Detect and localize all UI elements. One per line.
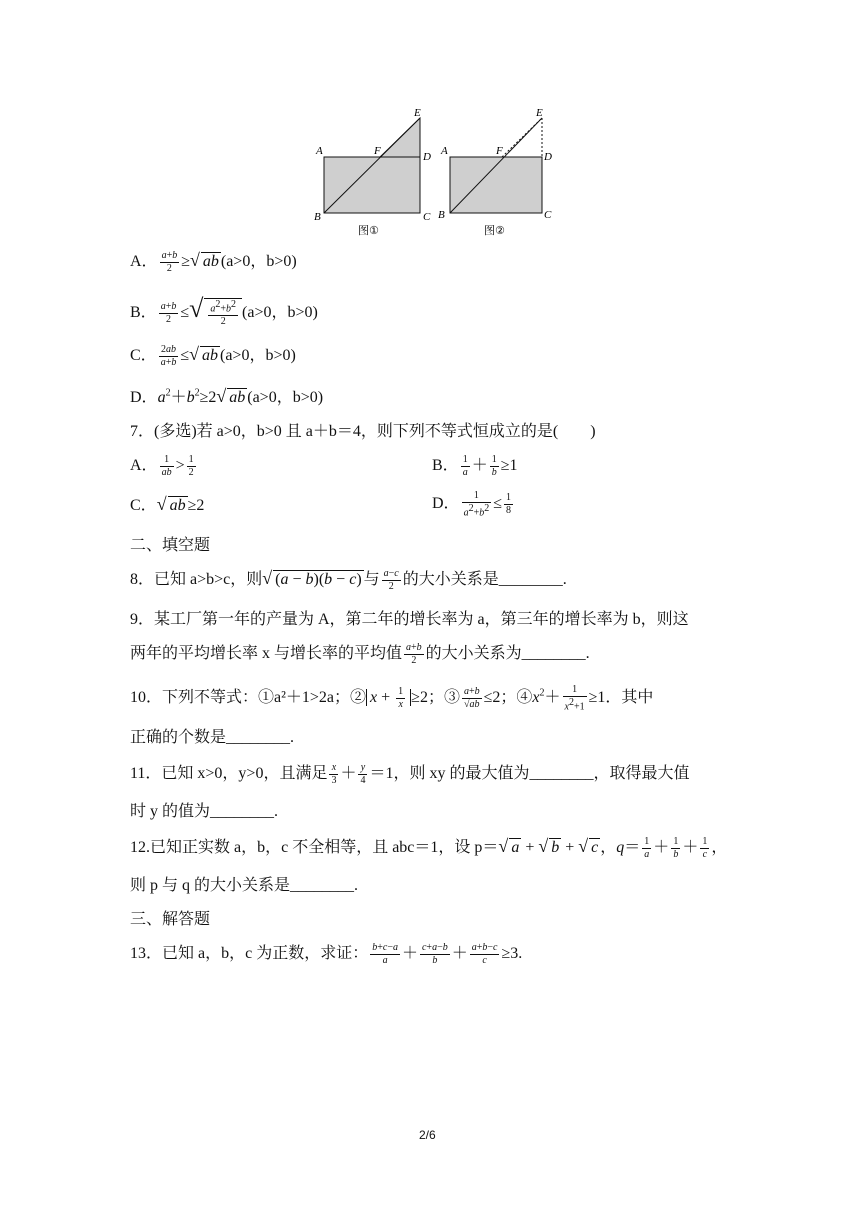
q6-option-d: D．$a^2+b^2\ge 2√$ ab (a>0，b>0) xyxy=(130,386,324,406)
option-label: D． xyxy=(130,389,158,406)
fig2-label-B: B xyxy=(438,209,445,221)
option-label: C． xyxy=(130,347,157,364)
fig1-label-A: A xyxy=(316,145,323,157)
condition: (a>0，b>0) xyxy=(242,304,318,321)
q10-line1: 10．下列不等式：①a²＋1>2a；② x + $\frac{1}{x}$ ≥2；③ $\frac{a+b}{√ab}$ ≤2；$④x^2+$ $\frac{1}{x^2+1}$ ≥1．其中 xyxy=(130,684,654,712)
option-label: B． xyxy=(432,457,459,474)
option-label: A． xyxy=(130,253,158,270)
section-heading-fill-in: 二、填空题 xyxy=(130,535,211,554)
q8-text-mid: 与 xyxy=(363,571,380,588)
q7-stem: 7．(多选)若 a>0，b>0 且 a＋b＝4，则下列不等式恒成立的是( ) xyxy=(130,423,596,440)
q6-option-a: A． $\frac{a+b}{2}$ ≥√ ab (a>0，b>0) xyxy=(130,250,297,274)
fig1-label-C: C xyxy=(423,211,431,223)
fig2-label-C: C xyxy=(544,209,552,221)
fig1-label-B: B xyxy=(314,211,321,223)
q10-line2: 正确的个数是________. xyxy=(130,729,295,746)
fig2-label-E: E xyxy=(536,107,543,119)
fraction: $\frac{2ab}{a+b}$ xyxy=(160,344,177,368)
condition: (a>0，b>0) xyxy=(220,253,297,270)
q13: 13．已知 a，b，c 为正数，求证： $\frac{b+c-a}{a}$ ＋ $\frac{c+a-b}{b}$ ＋ $\frac{a+b-c}{c}$ ≥3. xyxy=(130,942,523,966)
figure-2 xyxy=(436,100,566,240)
fig1-label-F: F xyxy=(374,145,381,157)
q10-text-pre: 10．下列不等式：①a²＋1>2a；② xyxy=(130,689,367,706)
q7-option-d: D． $\frac{1}{a^2+b^2}$ ≤ $\frac{1}{8}$ xyxy=(432,490,511,518)
q7-option-a: A． $\frac{1}{ab}$ > $\frac{1}{2}$ xyxy=(130,454,194,478)
q12-line2: 则 p 与 q 的大小关系是________. xyxy=(130,877,359,894)
q9-text-post: 的大小关系为________. xyxy=(425,645,590,662)
q13-text-post: ≥3. xyxy=(501,945,523,962)
fig2-label-D: D xyxy=(544,151,552,163)
q6-option-b: B． $\frac{a+b}{2}$ ≤√ $\frac{a^2+b^2}{2}$ (a>0，b>0) xyxy=(130,294,318,327)
fig1-label-D: D xyxy=(423,151,431,163)
option-label: B． xyxy=(130,304,157,321)
q8-text-pre: 8．已知 a>b>c，则 xyxy=(130,571,263,588)
fraction: $\frac{a+b}{2}$ xyxy=(160,301,177,325)
q12-line1: 12.已知正实数 a，b，c 不全相等，且 abc＝1，设 p＝√ a + √ b + √ c ，q＝ $\frac{1}{a}$ ＋ $\frac{1}{b}$ ＋ $\frac{1}{c}$ ， xyxy=(130,836,728,860)
option-label: D． xyxy=(432,495,460,512)
q9-text-pre: 两年的平均增长率 x 与增长率的平均值 xyxy=(130,645,403,662)
condition: (a>0，b>0) xyxy=(220,347,296,364)
fig1-label-E: E xyxy=(414,107,421,119)
q9-line1: 9．某工厂第一年的产量为 A，第二年的增长率为 a，第三年的增长率为 b，则这 xyxy=(130,611,689,628)
q11-line1: 11．已知 x>0，y>0，且满足 $\frac{x}{3}$ ＋ $\frac{y}{4}$ ＝1，则 xy 的最大值为________，取得最大值 xyxy=(130,762,690,786)
q7-option-c: C．√ ab ≥2 xyxy=(130,494,205,514)
section-heading-answer: 三、解答题 xyxy=(130,909,211,928)
fraction: $\frac{a+b}{2}$ xyxy=(161,250,178,274)
q7-option-b: B． $\frac{1}{a}$ ＋ $\frac{1}{b}$ ≥1 xyxy=(432,454,518,478)
figure-1 xyxy=(310,100,440,240)
condition: (a>0，b>0) xyxy=(247,389,324,406)
q13-text-pre: 13．已知 a，b，c 为正数，求证： xyxy=(130,945,369,962)
fig2-label-F: F xyxy=(496,145,503,157)
q6-option-c: C． $\frac{2ab}{a+b}$ ≤√ ab (a>0，b>0) xyxy=(130,344,296,368)
page-number: 2/6 xyxy=(419,1128,436,1142)
fig1-caption: 图① xyxy=(358,224,379,237)
q12-text-pre: 12.已知正实数 a，b，c 不全相等，且 abc＝1，设 p＝ xyxy=(130,839,499,856)
q11-text-pre: 11．已知 x>0，y>0，且满足 xyxy=(130,765,328,782)
q11-line2: 时 y 的值为________. xyxy=(130,803,279,820)
q11-text-post: ＝1，则 xy 的最大值为________，取得最大值 xyxy=(369,765,690,782)
option-label: A． xyxy=(130,457,158,474)
q9-line2: 两年的平均增长率 x 与增长率的平均值 $\frac{a+b}{2}$ 的大小关系为________. xyxy=(130,642,590,666)
fig2-caption: 图② xyxy=(484,224,505,237)
q8: 8．已知 a>b>c，则√ (a − b)(b − c) 与 $\frac{a-c}{2}$ 的大小关系是________. xyxy=(130,568,567,592)
fig2-label-A: A xyxy=(441,145,448,157)
q8-text-post: 的大小关系是________. xyxy=(402,571,567,588)
option-label: C． xyxy=(130,497,157,514)
